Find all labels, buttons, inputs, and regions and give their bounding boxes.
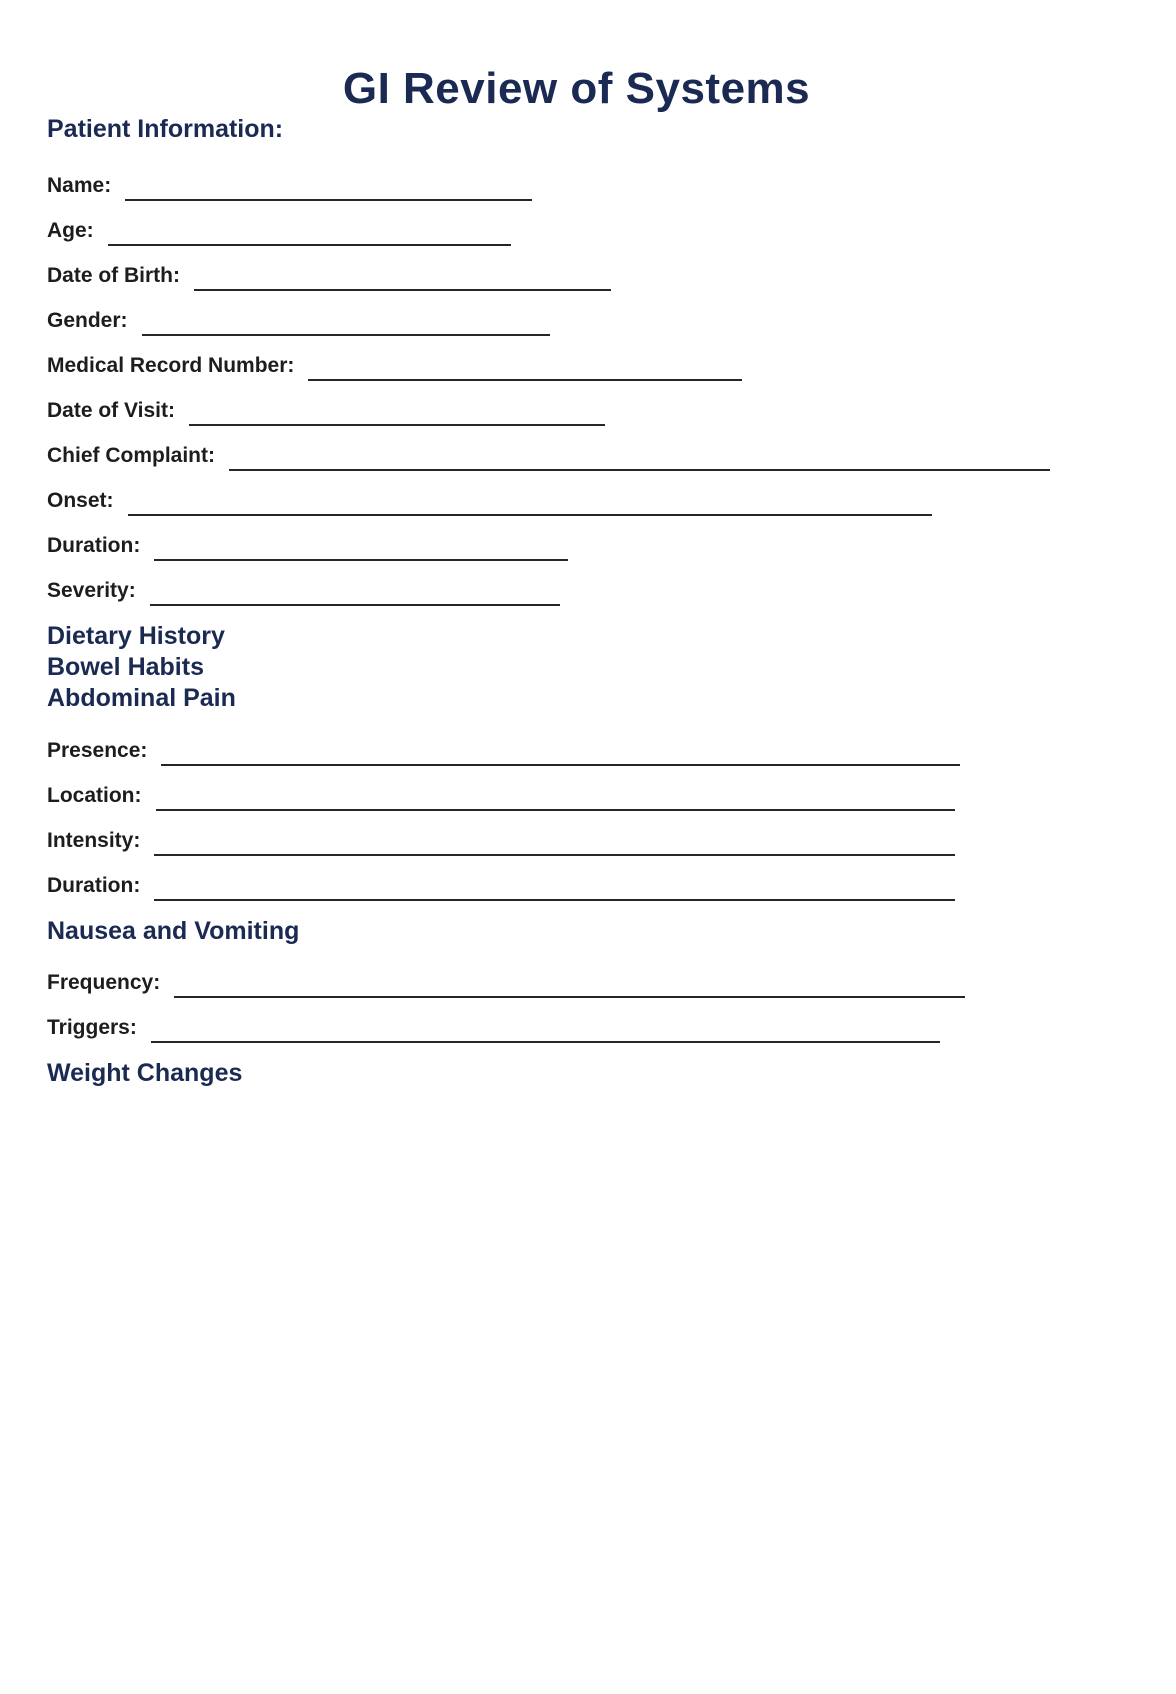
date-of-visit-blank-line[interactable] — [189, 398, 605, 426]
abdominal-duration-blank-line[interactable] — [154, 873, 955, 901]
section-heading-bowel-habits: Bowel Habits — [47, 653, 204, 681]
section-heading-dietary-history: Dietary History — [47, 622, 225, 650]
presence-label: Presence: — [47, 739, 148, 762]
name-blank-line[interactable] — [125, 173, 532, 201]
field-row-triggers — [47, 1013, 940, 1043]
date-of-visit-label: Date of Visit: — [47, 399, 175, 422]
section-heading-patient-information: Patient Information: — [47, 115, 284, 143]
duration-blank-line[interactable] — [154, 533, 568, 561]
frequency-blank-line[interactable] — [174, 970, 965, 998]
duration-label: Duration: — [47, 534, 141, 557]
gender-blank-line[interactable] — [142, 308, 550, 336]
severity-label: Severity: — [47, 579, 136, 602]
nausea-vomiting-fields — [47, 968, 1176, 1043]
field-row-presence — [47, 736, 960, 766]
abdominal-pain-fields — [47, 736, 1176, 901]
location-blank-line[interactable] — [156, 783, 956, 811]
section-heading-abdominal-pain: Abdominal Pain — [47, 684, 236, 712]
section-heading-nausea-and-vomiting: Nausea and Vomiting — [47, 917, 300, 945]
field-row-date-of-birth — [47, 261, 611, 291]
field-row-medical-record-number — [47, 351, 742, 381]
severity-blank-line[interactable] — [150, 578, 560, 606]
field-row-chief-complaint — [47, 441, 1050, 471]
field-row-frequency — [47, 968, 965, 998]
age-label: Age: — [47, 219, 94, 242]
triggers-blank-line[interactable] — [151, 1015, 940, 1043]
form-title: GI Review of Systems — [342, 64, 811, 113]
name-label: Name: — [47, 174, 112, 197]
frequency-label: Frequency: — [47, 971, 161, 994]
date-of-birth-label: Date of Birth: — [47, 264, 180, 287]
triggers-label: Triggers: — [47, 1016, 137, 1039]
medical-record-number-blank-line[interactable] — [308, 353, 742, 381]
field-row-abdominal-duration — [47, 871, 955, 901]
field-row-intensity — [47, 826, 955, 856]
field-row-age — [47, 216, 511, 246]
section-heading-weight-changes: Weight Changes — [47, 1059, 243, 1087]
date-of-birth-blank-line[interactable] — [194, 263, 611, 291]
age-blank-line[interactable] — [108, 218, 511, 246]
field-row-location — [47, 781, 955, 811]
field-row-date-of-visit — [47, 396, 605, 426]
presence-blank-line[interactable] — [161, 738, 960, 766]
gi-review-form-page — [0, 64, 1176, 1694]
chief-complaint-blank-line[interactable] — [229, 443, 1050, 471]
chief-complaint-label: Chief Complaint: — [47, 444, 215, 467]
onset-blank-line[interactable] — [128, 488, 932, 516]
intensity-label: Intensity: — [47, 829, 141, 852]
location-label: Location: — [47, 784, 142, 807]
field-row-severity — [47, 576, 560, 606]
field-row-gender — [47, 306, 550, 336]
onset-label: Onset: — [47, 489, 114, 512]
gender-label: Gender: — [47, 309, 128, 332]
patient-information-fields — [47, 171, 1176, 606]
field-row-name — [47, 171, 532, 201]
intensity-blank-line[interactable] — [154, 828, 955, 856]
field-row-onset — [47, 486, 932, 516]
abdominal-duration-label: Duration: — [47, 874, 141, 897]
medical-record-number-label: Medical Record Number: — [47, 354, 295, 377]
field-row-duration — [47, 531, 568, 561]
